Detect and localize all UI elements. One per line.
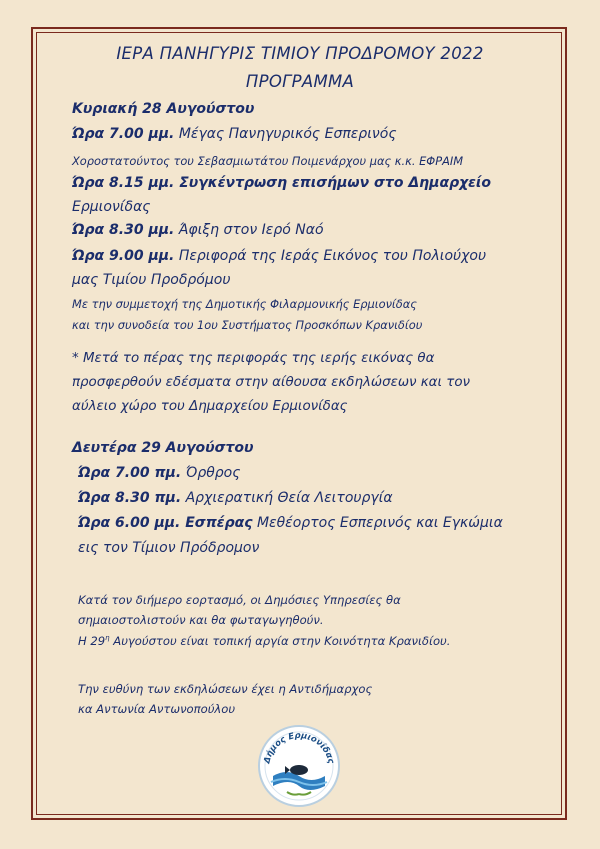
info-line1: Κατά τον διήμερο εορτασμό, οι Δημόσιες Υπηρεσίες θα — [78, 593, 401, 607]
holiday-sup: η — [105, 634, 110, 643]
day2-event2-text: Αρχιερατική Θεία Λειτουργία — [181, 490, 393, 506]
day1-event3-text: Άφιξη στον Ιερό Ναό — [174, 222, 324, 238]
holiday-post: Αυγούστου είναι τοπική αργία στην Κοινότητα Κρανιδίου. — [109, 634, 451, 648]
day1-event3-time: Ώρα 8.30 μμ. — [72, 222, 175, 238]
responsible-line1: Την ευθύνη των εκδηλώσεων έχει η Αντιδήμαρχος — [78, 682, 373, 696]
day1-heading: Κυριακή 28 Αυγούστου — [72, 101, 255, 117]
day1-event1-time: Ώρα 7.00 μμ. — [72, 126, 175, 142]
logo-graphic — [257, 724, 341, 808]
logo-text: Δήμος Ερμιονίδας — [262, 730, 336, 765]
holiday-line — [78, 634, 450, 648]
day1-event3 — [72, 222, 324, 238]
day2-heading: Δευτέρα 29 Αυγούστου — [72, 440, 254, 456]
document-subtitle: ΠΡΟΓΡΑΜΜΑ — [245, 72, 355, 91]
day2-event3-time: Ώρα 6.00 μμ. Εσπέρας — [78, 515, 253, 531]
day2-event3-text: Μεθέορτος Εσπερινός και Εγκώμια — [252, 515, 503, 531]
holiday-pre: Η 29 — [78, 634, 106, 648]
day1-event4-sub2: και την συνοδεία του 1ου Συστήματος Προσκόπων Κρανιδίου — [72, 318, 423, 332]
day2-event2 — [78, 490, 393, 506]
day1-event4-time: Ώρα 9.00 μμ. — [72, 248, 175, 264]
day2-event1 — [78, 465, 240, 481]
municipality-logo — [257, 724, 341, 808]
day2-event1-text: Όρθρος — [181, 465, 241, 481]
day2-event3-line2: εις τον Τίμιον Πρόδρομον — [78, 540, 260, 556]
document-title: ΙΕΡΑ ΠΑΝΗΓΥΡΙΣ ΤΙΜΙΟΥ ΠΡΟΔΡΟΜΟΥ 2022 — [116, 44, 484, 63]
day1-note-line2: προσφερθούν εδέσματα στην αίθουσα εκδηλώσεων και τον — [72, 375, 471, 390]
day1-event1-text: Μέγας Πανηγυρικός Εσπερινός — [174, 126, 397, 142]
info-line2: σημαιοστολιστούν και θα φωταγωγηθούν. — [78, 613, 324, 627]
day1-event4-text: Περιφορά της Ιεράς Εικόνος του Πολιούχου — [174, 248, 487, 264]
day1-event1 — [72, 126, 397, 142]
day1-event4-sub1: Με την συμμετοχή της Δημοτικής Φιλαρμονικής Ερμιονίδας — [72, 297, 417, 311]
day2-event2-time: Ώρα 8.30 πμ. — [78, 490, 182, 506]
day1-event1-sub: Χοροστατούντος του Σεβασμιωτάτου Ποιμενάρχου μας κ.κ. ΕΦΡΑΙΜ — [72, 154, 464, 168]
day1-event2-line1: Ώρα 8.15 μμ. Συγκέντρωση επισήμων στο Δημαρχείο — [72, 175, 491, 191]
day1-note-line3: αύλειο χώρο του Δημαρχείου Ερμιονίδας — [72, 399, 348, 414]
day2-event1-time: Ώρα 7.00 πμ. — [78, 465, 182, 481]
day1-note-line1: * Μετά το πέρας της περιφοράς της ιερής εικόνας θα — [72, 351, 435, 366]
responsible-line2: κα Αντωνία Αντωνοπούλου — [78, 702, 236, 716]
day1-event4-line2: μας Τιμίου Προδρόμου — [72, 272, 231, 288]
day1-event4 — [72, 248, 486, 264]
day1-event2-line2: Ερμιονίδας — [72, 199, 151, 215]
day2-event3 — [78, 515, 503, 531]
